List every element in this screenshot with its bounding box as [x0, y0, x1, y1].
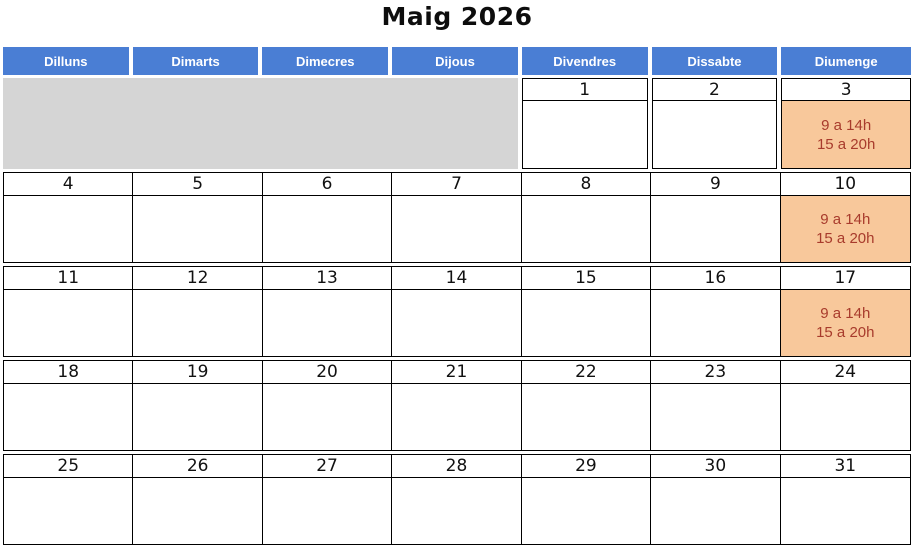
day-number: 3 [782, 79, 910, 101]
weekday-header-wednesday: Dimecres [262, 47, 388, 75]
day-body [392, 290, 521, 356]
day-body [133, 384, 262, 450]
day-number: 5 [133, 173, 262, 196]
day-number: 22 [522, 361, 651, 384]
week-row-4 [3, 360, 911, 451]
day-number: 12 [133, 267, 262, 290]
on-call-hours-cell [781, 196, 910, 262]
day-body [392, 384, 521, 450]
week-row-3 [3, 266, 911, 357]
weekday-header-row [3, 47, 911, 75]
day-number: 15 [522, 267, 651, 290]
day-number: 8 [522, 173, 651, 196]
hours-line-1: 9 a 14h [820, 211, 871, 228]
on-call-hours-cell [781, 290, 910, 356]
day-number: 29 [522, 455, 651, 478]
day-body [522, 290, 651, 356]
day-number: 6 [263, 173, 392, 196]
week-row-2 [3, 172, 911, 263]
day-body [651, 384, 780, 450]
day-number: 24 [781, 361, 910, 384]
day-body [133, 290, 262, 356]
week-row-5 [3, 454, 911, 545]
day-number: 14 [392, 267, 521, 290]
day-body [4, 384, 133, 450]
day-body [651, 290, 780, 356]
day-body [4, 196, 133, 262]
day-body [522, 384, 651, 450]
weekday-header-thursday: Dijous [392, 47, 518, 75]
day-number: 7 [392, 173, 521, 196]
day-number: 30 [651, 455, 780, 478]
day-number-row [4, 173, 910, 196]
day-number: 13 [263, 267, 392, 290]
week-row-1 [3, 78, 911, 169]
hours-line-2: 15 a 20h [816, 324, 875, 341]
day-body [263, 384, 392, 450]
day-number: 23 [651, 361, 780, 384]
day-number-row [4, 267, 910, 290]
day-body [523, 101, 647, 168]
day-body [263, 196, 392, 262]
day-body [133, 196, 262, 262]
day-number: 11 [4, 267, 133, 290]
hours-line-2: 15 a 20h [816, 230, 875, 247]
day-number: 10 [781, 173, 910, 196]
day-body-row [4, 196, 910, 262]
day-body [651, 196, 780, 262]
weekday-header-monday: Dilluns [3, 47, 129, 75]
weekday-header-saturday: Dissabte [652, 47, 778, 75]
day-number: 27 [263, 455, 392, 478]
day-body [4, 290, 133, 356]
day-body [653, 101, 777, 168]
day-cell [652, 78, 778, 169]
day-cell [781, 78, 911, 169]
day-number: 17 [781, 267, 910, 290]
day-cell [522, 78, 648, 169]
day-body [263, 290, 392, 356]
day-number: 19 [133, 361, 262, 384]
day-body [651, 478, 780, 544]
day-body [392, 196, 521, 262]
day-body [781, 478, 910, 544]
day-number: 25 [4, 455, 133, 478]
day-number-row [4, 455, 910, 478]
day-number: 2 [653, 79, 777, 101]
weekday-header-friday: Divendres [522, 47, 648, 75]
day-number: 16 [651, 267, 780, 290]
empty-days-block [3, 78, 518, 169]
hours-line-2: 15 a 20h [816, 135, 876, 153]
calendar-title: Maig 2026 [381, 2, 533, 31]
day-body-row [4, 384, 910, 450]
day-body [4, 478, 133, 544]
day-body [133, 478, 262, 544]
day-number: 31 [781, 455, 910, 478]
hours-line-1: 9 a 14h [821, 116, 872, 134]
day-number: 1 [523, 79, 647, 101]
calendar-grid [3, 47, 911, 545]
day-number: 21 [392, 361, 521, 384]
day-body [263, 478, 392, 544]
day-number: 9 [651, 173, 780, 196]
day-body [522, 478, 651, 544]
day-body [781, 384, 910, 450]
day-number: 28 [392, 455, 521, 478]
day-body-row [4, 478, 910, 544]
weekday-header-sunday: Diumenge [781, 47, 911, 75]
day-body [392, 478, 521, 544]
day-body-row [4, 290, 910, 356]
day-body [522, 196, 651, 262]
day-number: 20 [263, 361, 392, 384]
day-number: 18 [4, 361, 133, 384]
day-number: 4 [4, 173, 133, 196]
weekday-header-tuesday: Dimarts [133, 47, 259, 75]
day-number: 26 [133, 455, 262, 478]
on-call-hours-cell [782, 101, 910, 168]
day-number-row [4, 361, 910, 384]
hours-line-1: 9 a 14h [820, 305, 871, 322]
